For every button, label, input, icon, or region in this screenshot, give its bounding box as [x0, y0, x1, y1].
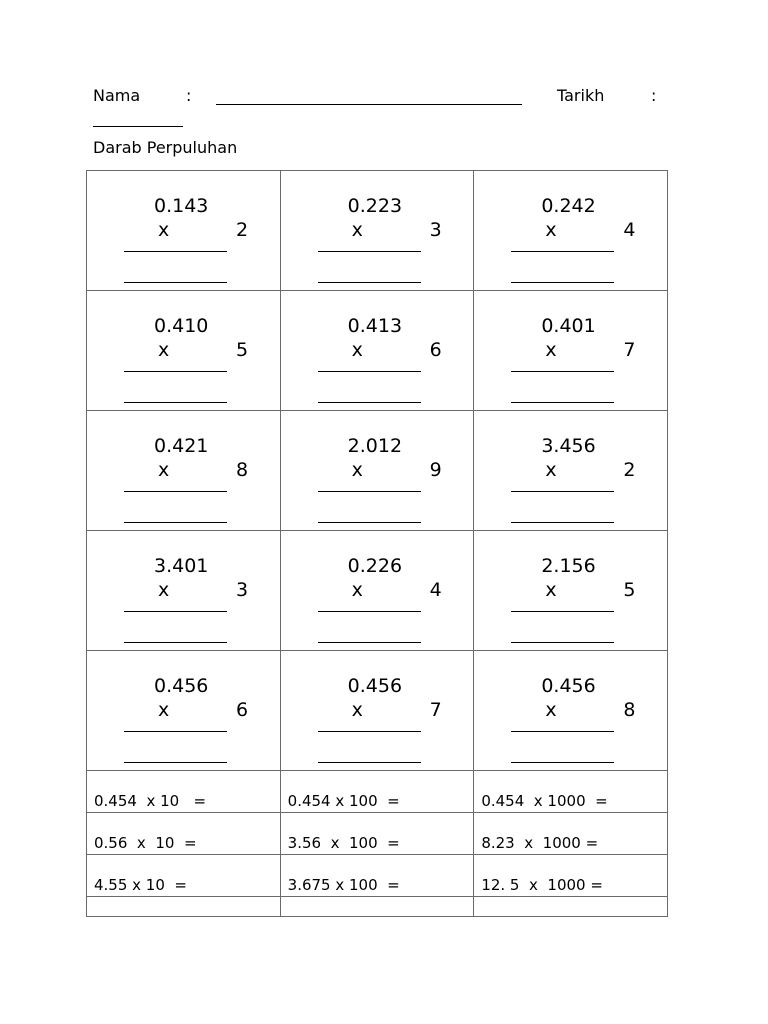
times-sign: x — [158, 459, 170, 481]
problem-row — [87, 651, 668, 771]
working-line — [511, 611, 614, 612]
equation-text: 3.675 x 100 = — [287, 876, 400, 894]
equation-cell[interactable] — [280, 771, 474, 813]
working-line — [318, 731, 421, 732]
multiplier: 2 — [623, 459, 636, 481]
answer-line[interactable] — [511, 402, 614, 403]
equation-cell[interactable] — [474, 771, 668, 813]
equation-text: 0.454 x 100 = — [287, 792, 400, 810]
equation-cell[interactable] — [280, 855, 474, 897]
empty-cell — [87, 897, 281, 917]
times-sign: x — [545, 339, 557, 361]
times-sign: x — [351, 459, 363, 481]
multiplication-problem — [280, 171, 474, 291]
working-line — [124, 731, 227, 732]
times-sign: x — [545, 219, 557, 241]
times-sign: x — [158, 699, 170, 721]
multiplication-problem — [474, 171, 668, 291]
empty-cell — [474, 897, 668, 917]
multiplication-problem — [280, 531, 474, 651]
times-sign: x — [545, 699, 557, 721]
equation-text: 3.56 x 100 = — [287, 834, 400, 852]
answer-line[interactable] — [318, 642, 421, 643]
equation-text: 0.454 x 1000 = — [481, 792, 608, 810]
multiplier: 3 — [429, 219, 442, 241]
working-line — [124, 611, 227, 612]
equation-cell[interactable] — [474, 813, 668, 855]
answer-line[interactable] — [318, 402, 421, 403]
working-line — [124, 251, 227, 252]
multiplicand: 3.456 — [541, 435, 596, 457]
date-colon: : — [651, 86, 657, 105]
working-line — [511, 371, 614, 372]
working-line — [511, 491, 614, 492]
multiplication-problem — [280, 291, 474, 411]
multiplication-problem — [474, 291, 668, 411]
working-line — [511, 251, 614, 252]
times-sign: x — [545, 579, 557, 601]
multiplier: 5 — [623, 579, 636, 601]
multiplicand: 2.012 — [347, 435, 403, 457]
multiplier: 6 — [236, 699, 249, 721]
multiplier: 9 — [429, 459, 442, 481]
answer-line[interactable] — [318, 522, 421, 523]
equation-row — [87, 771, 668, 813]
multiplicand: 0.223 — [347, 195, 403, 217]
times-sign: x — [351, 339, 363, 361]
working-line — [318, 371, 421, 372]
multiplication-problem — [474, 411, 668, 531]
times-sign: x — [158, 339, 170, 361]
multiplication-problem — [87, 171, 281, 291]
equation-text: 12. 5 x 1000 = — [481, 876, 603, 894]
answer-line[interactable] — [124, 402, 227, 403]
multiplication-problem — [474, 531, 668, 651]
equation-cell[interactable] — [87, 855, 281, 897]
multiplicand: 0.143 — [154, 195, 209, 217]
multiplication-problem — [280, 651, 474, 771]
multiplicand: 3.401 — [154, 555, 209, 577]
multiplication-problem — [87, 411, 281, 531]
times-sign: x — [545, 459, 557, 481]
answer-line[interactable] — [124, 282, 227, 283]
multiplicand: 0.242 — [541, 195, 596, 217]
problem-row — [87, 291, 668, 411]
answer-line[interactable] — [318, 762, 421, 763]
multiplier: 4 — [623, 219, 636, 241]
equation-cell[interactable] — [280, 813, 474, 855]
problem-row — [87, 411, 668, 531]
multiplier: 3 — [236, 579, 249, 601]
multiplier: 7 — [623, 339, 636, 361]
multiplier: 8 — [623, 699, 636, 721]
date-label: Tarikh — [557, 86, 605, 105]
answer-line[interactable] — [511, 642, 614, 643]
working-line — [511, 731, 614, 732]
equation-cell[interactable] — [474, 855, 668, 897]
answer-line[interactable] — [124, 522, 227, 523]
equation-text: 4.55 x 10 = — [94, 876, 188, 894]
multiplicand: 0.456 — [154, 675, 209, 697]
date-blank-line[interactable] — [93, 126, 183, 127]
times-sign: x — [351, 579, 363, 601]
worksheet-title: Darab Perpuluhan — [93, 138, 238, 157]
working-line — [124, 491, 227, 492]
equation-row — [87, 855, 668, 897]
times-sign: x — [351, 219, 363, 241]
multiplier: 7 — [429, 699, 442, 721]
empty-row — [87, 897, 668, 917]
answer-line[interactable] — [124, 642, 227, 643]
equation-text: 8.23 x 1000 = — [481, 834, 599, 852]
name-blank-line[interactable] — [216, 104, 522, 105]
equation-row — [87, 813, 668, 855]
name-label: Nama — [93, 86, 141, 105]
answer-line[interactable] — [318, 282, 421, 283]
multiplicand: 0.421 — [154, 435, 209, 457]
multiplicand: 0.410 — [154, 315, 209, 337]
working-line — [318, 251, 421, 252]
answer-line[interactable] — [511, 282, 614, 283]
multiplication-problem — [474, 651, 668, 771]
problem-table — [86, 170, 668, 917]
equation-cell[interactable] — [87, 813, 281, 855]
multiplicand: 2.156 — [541, 555, 596, 577]
problem-row — [87, 171, 668, 291]
multiplication-problem — [280, 411, 474, 531]
multiplication-problem — [87, 651, 281, 771]
multiplicand: 0.413 — [347, 315, 403, 337]
multiplier: 5 — [236, 339, 249, 361]
answer-line[interactable] — [511, 522, 614, 523]
times-sign: x — [158, 579, 170, 601]
problem-row — [87, 531, 668, 651]
multiplicand: 0.401 — [541, 315, 596, 337]
multiplier: 2 — [236, 219, 249, 241]
multiplier: 8 — [236, 459, 249, 481]
multiplicand: 0.456 — [347, 675, 403, 697]
answer-line[interactable] — [511, 762, 614, 763]
working-line — [318, 611, 421, 612]
working-line — [318, 491, 421, 492]
multiplicand: 0.456 — [541, 675, 596, 697]
multiplier: 4 — [429, 579, 442, 601]
times-sign: x — [351, 699, 363, 721]
multiplication-problem — [87, 531, 281, 651]
multiplicand: 0.226 — [347, 555, 403, 577]
working-line — [124, 371, 227, 372]
answer-line[interactable] — [124, 762, 227, 763]
equation-text: 0.454 x 10 = — [94, 792, 207, 810]
multiplication-problem — [87, 291, 281, 411]
empty-cell — [280, 897, 474, 917]
times-sign: x — [158, 219, 170, 241]
equation-cell[interactable] — [87, 771, 281, 813]
equation-text: 0.56 x 10 = — [94, 834, 197, 852]
name-colon: : — [186, 86, 192, 105]
multiplier: 6 — [429, 339, 442, 361]
